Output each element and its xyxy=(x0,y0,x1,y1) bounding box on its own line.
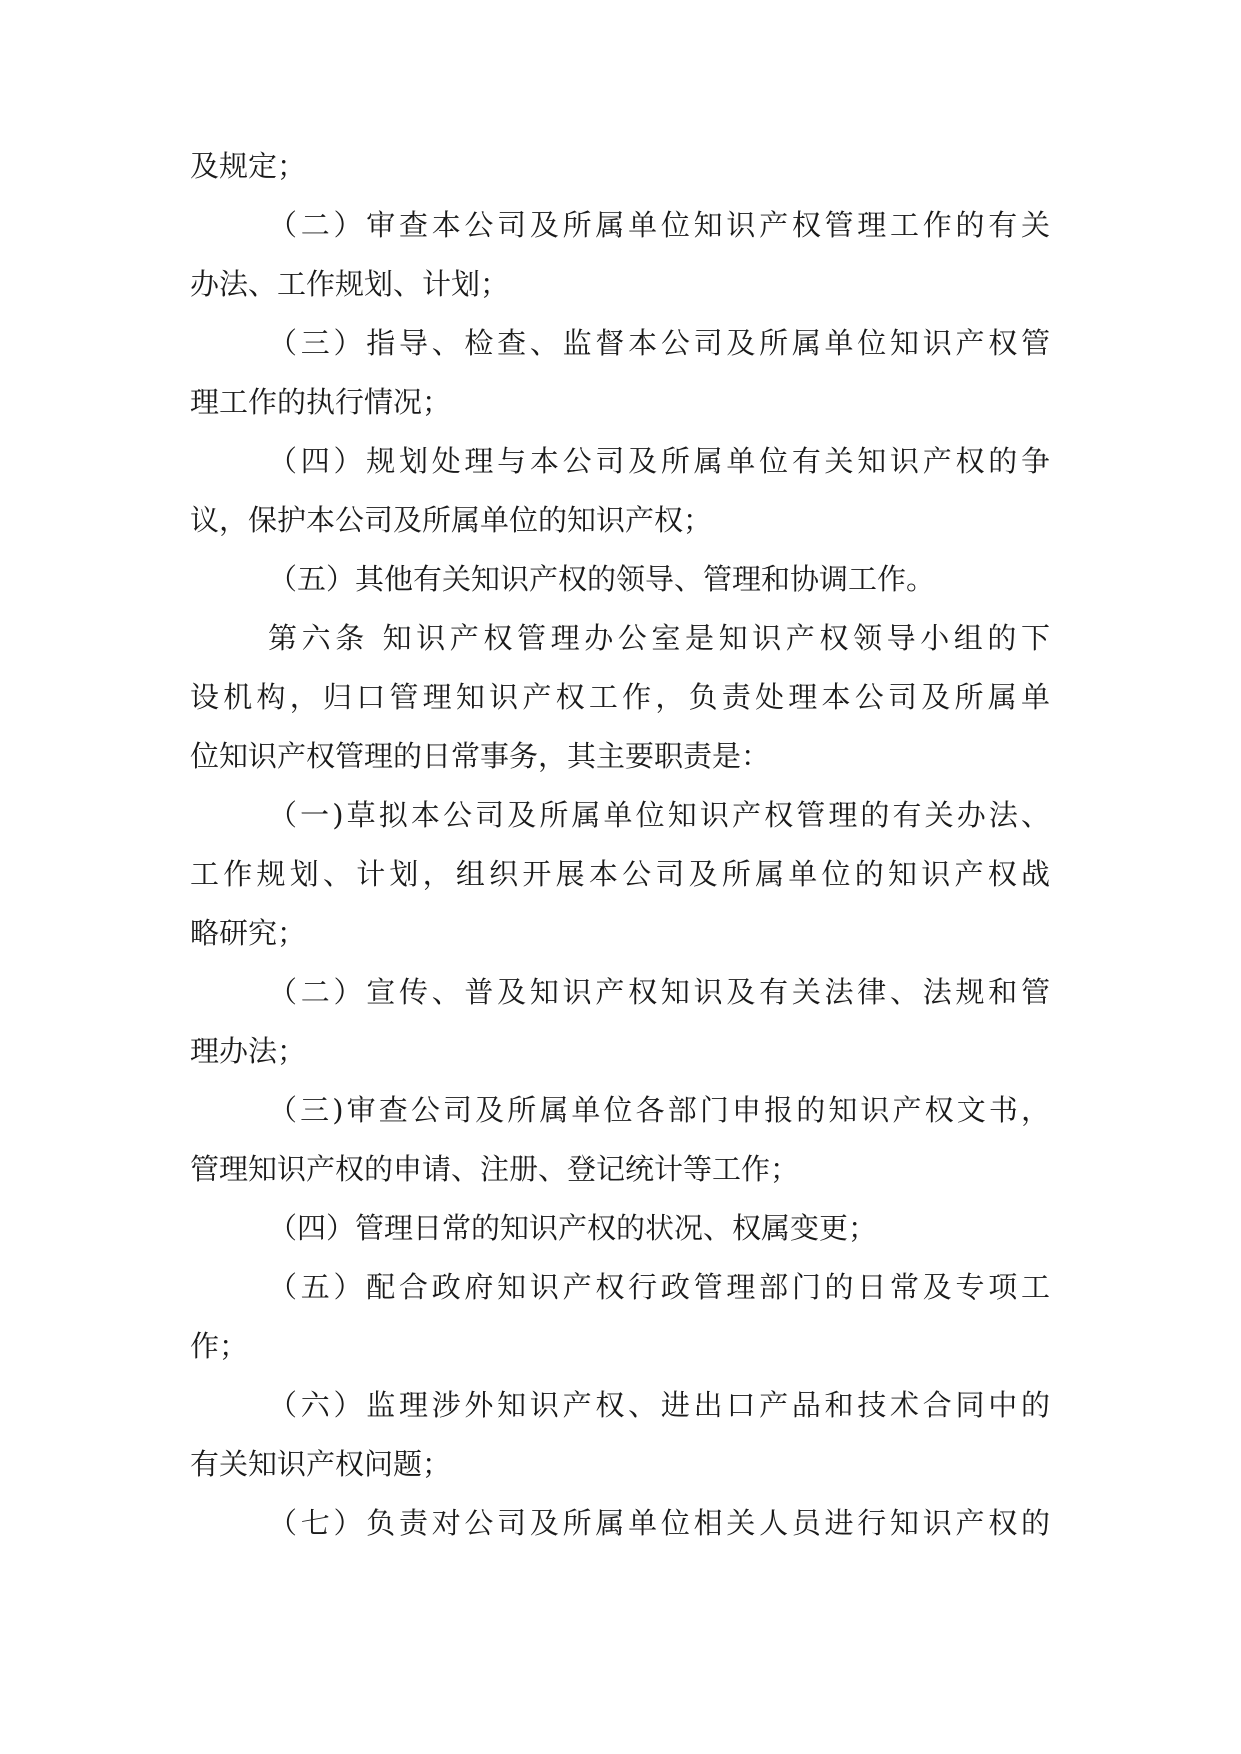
text-line: （一)草拟本公司及所属单位知识产权管理的有关办法、 xyxy=(268,798,1050,832)
text-line: （七）负责对公司及所属单位相关人员进行知识产权的 xyxy=(268,1506,1050,1540)
text-line: （六）监理涉外知识产权、进出口产品和技术合同中的 xyxy=(268,1388,1050,1422)
text-line: 第六条 知识产权管理办公室是知识产权领导小组的下 xyxy=(268,621,1050,655)
text-line: 工作规划、计划，组织开展本公司及所属单位的知识产权战 xyxy=(190,857,1050,891)
text-line: （五）其他有关知识产权的领导、管理和协调工作。 xyxy=(268,562,936,596)
text-line: 理工作的执行情况； xyxy=(190,385,452,419)
text-line: 及规定； xyxy=(190,149,307,183)
text-line: （五）配合政府知识产权行政管理部门的日常及专项工 xyxy=(268,1270,1050,1304)
text-line: （四）管理日常的知识产权的状况、权属变更； xyxy=(268,1211,878,1245)
text-line: （三）指导、检查、监督本公司及所属单位知识产权管 xyxy=(268,326,1050,360)
text-line: 办法、工作规划、计划； xyxy=(190,267,510,301)
text-line: 设机构，归口管理知识产权工作，负责处理本公司及所属单 xyxy=(190,680,1050,714)
text-line: （三)审查公司及所属单位各部门申报的知识产权文书， xyxy=(268,1093,1050,1127)
text-line: 有关知识产权问题； xyxy=(190,1447,452,1481)
text-line: 作； xyxy=(190,1329,249,1363)
text-line: （二）宣传、普及知识产权知识及有关法律、法规和管 xyxy=(268,975,1050,1009)
text-line: 管理知识产权的申请、注册、登记统计等工作； xyxy=(190,1152,800,1186)
text-line: （二）审查本公司及所属单位知识产权管理工作的有关 xyxy=(268,208,1050,242)
text-line: 理办法； xyxy=(190,1034,307,1068)
text-line: 略研究； xyxy=(190,916,307,950)
text-line: 位知识产权管理的日常事务，其主要职责是： xyxy=(190,739,771,773)
text-line: 议，保护本公司及所属单位的知识产权； xyxy=(190,503,713,537)
text-line: （四）规划处理与本公司及所属单位有关知识产权的争 xyxy=(268,444,1050,478)
